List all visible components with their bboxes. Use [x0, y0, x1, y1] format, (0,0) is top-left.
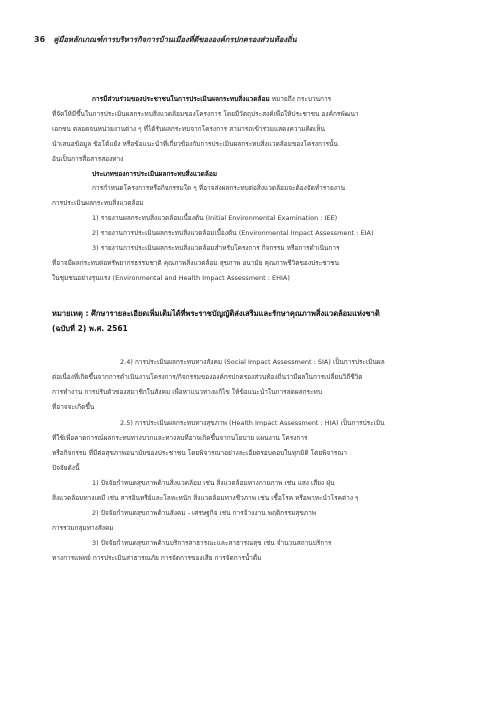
sia-paragraph-line: การทำงาน การปรับตัวของสมาชิกในสังคม เพื่อหาแนวทางแก้ไข ให้ข้อแนะนำในการลดผลกระทบ	[52, 388, 322, 396]
note-line-2: (ฉบับที่ 2) พ.ศ. 2561	[52, 324, 128, 333]
factor-public-service-line: 3) ปัจจัยกำหนดสุขภาพด้านบริการสาธารณะและสาธารณสุข เช่น จำนวนสถานบริการ	[92, 539, 332, 547]
page-number: 36	[34, 35, 46, 44]
type-item-ehia-line: ที่อาจมีผลกระทบต่อทรัพยากรธรรมชาติ คุณภาพสิ่งแวดล้อม สุขภาพ อนามัย คุณภาพชีวิตของประชาชน	[52, 259, 340, 267]
paragraph-line: เอกชน ตลอดจนหน่วยงานต่าง ๆ ที่ได้รับผลกระทบจากโครงการ สามารถเข้าร่วมแสดงความคิดเห็น	[52, 125, 325, 133]
paragraph-line: นำเสนอข้อมูล ข้อโต้แย้ง หรือข้อแนะนำที่เกี่ยวข้องกับการประเมินผลกระทบสิ่งแวดล้อมของโครงการนั้น	[52, 140, 338, 148]
page-header	[34, 34, 297, 46]
factor-public-service-line: ทางการแพทย์ การประเมินสาธารณภัย การจัดการของเสีย การจัดการน้ำดื่ม	[52, 554, 262, 562]
types-intro-line: การประเมินผลกระทบสิ่งแวดล้อม	[52, 199, 144, 207]
participation-term: การมีส่วนร่วมของประชาชนในการประเมินผลกระทบสิ่งแวดล้อม	[92, 95, 270, 103]
sia-paragraph-line: 2.4) การประเมินผลกระทบทางสังคม (Social Impact Assessment : SIA) เป็นการประเมินผล	[120, 358, 385, 366]
participation-definition-start: หมายถึง กระบวนการ	[269, 95, 332, 103]
factor-environment-line: 1) ปัจจัยกำหนดสุขภาพด้านสิ่งแวดล้อม เช่น สิ่งแวดล้อมทางกายภาพ เช่น แสง เสียง ฝุ่น	[92, 479, 335, 487]
hia-paragraph-line: 2.5) การประเมินผลกระทบทางสุขภาพ (Health Impact Assessment : HIA) เป็นการประเมิน	[120, 419, 385, 427]
factor-social-economic-line: 2) ปัจจัยกำหนดสุขภาพด้านสังคม - เศรษฐกิจ เช่น การจ้างงาน พฤติกรรมสุขภาพ	[92, 509, 316, 517]
sia-paragraph-line: ต่อเนื่องที่เกิดขึ้นจากการดำเนินงานโครงการ/กิจกรรมขององค์กรปกครองส่วนท้องถิ่นว่ามีผลในการเปลี่ยนวิถีชีวิต	[52, 373, 363, 381]
factor-environment-line: สิ่งแวดล้อมทางเคมี เช่น สารอินทรีย์และโลหะหนัก สิ่งแวดล้อมทางชีวภาพ เช่น เชื้อโรค หรือพาหะนำโรคต่าง ๆ	[52, 494, 359, 502]
hia-paragraph-line: ที่ใช้เพื่อคาดการณ์ผลกระทบทางบวกและทางลบที่อาจเกิดขึ้นจากนโยบาย แผนงาน โครงการ	[52, 434, 308, 442]
note-line-1: หมายเหตุ : ศึกษารายละเอียดเพิ่มเติมได้ที่พระราชบัญญัติส่งเสริมและรักษาคุณภาพสิ่งแวดล้อมแห่งชาติ	[52, 309, 380, 318]
type-item-eia: 2) รายงานการประเมินผลกระทบสิ่งแวดล้อมเบื้องต้น (Environmental Impact Assessment : EIA)	[92, 229, 374, 237]
paragraph-participation-line-1	[92, 95, 331, 103]
header-title: คู่มือหลักเกณฑ์การบริหารกิจการบ้านเมืองที่ดีขององค์กรปกครองส่วนท้องถิ่น	[53, 35, 297, 44]
factor-social-economic-line: การรวมกลุ่มทางสังคม	[52, 524, 114, 532]
type-item-iee: 1) รายงานผลกระทบสิ่งแวดล้อมเบื้องต้น (Initial Environmental Examination : IEE)	[92, 214, 338, 222]
types-heading: ประเภทของการประเมินผลกระทบสิ่งแวดล้อม	[92, 170, 218, 178]
paragraph-line: อันเป็นการสื่อสารสองทาง	[52, 155, 124, 163]
hia-paragraph-line: ปัจจัยดังนี้	[52, 464, 80, 472]
hia-paragraph-line: หรือกิจกรรม ที่มีต่อสุขภาพอนามัยของประชาชน โดยพิจารณาอย่างละเอียดรอบคอบในทุกมิติ โดยพิจารณา	[52, 449, 348, 457]
type-item-ehia-line: 3) รายงานการประเมินผลกระทบสิ่งแวดล้อมสำหรับโครงการ กิจกรรม หรือการดำเนินการ	[92, 244, 340, 252]
paragraph-line: ที่จัดให้มีขึ้นในการประเมินผลกระทบสิ่งแวดล้อมของโครงการ โดยมีวัตถุประสงค์เพื่อให้ประชาชน องค์กรพัฒนา	[52, 110, 359, 118]
sia-paragraph-line: ที่อาจจะเกิดขึ้น	[52, 403, 95, 411]
types-intro-line: การกำหนดโครงการหรือกิจกรรมใด ๆ ที่อาจส่งผลกระทบต่อสิ่งแวดล้อมจะต้องจัดทำรายงาน	[92, 184, 346, 192]
type-item-ehia-line: ในชุมชนอย่างรุนแรง (Environmental and Health Impact Assessment : EHIA)	[52, 274, 290, 282]
